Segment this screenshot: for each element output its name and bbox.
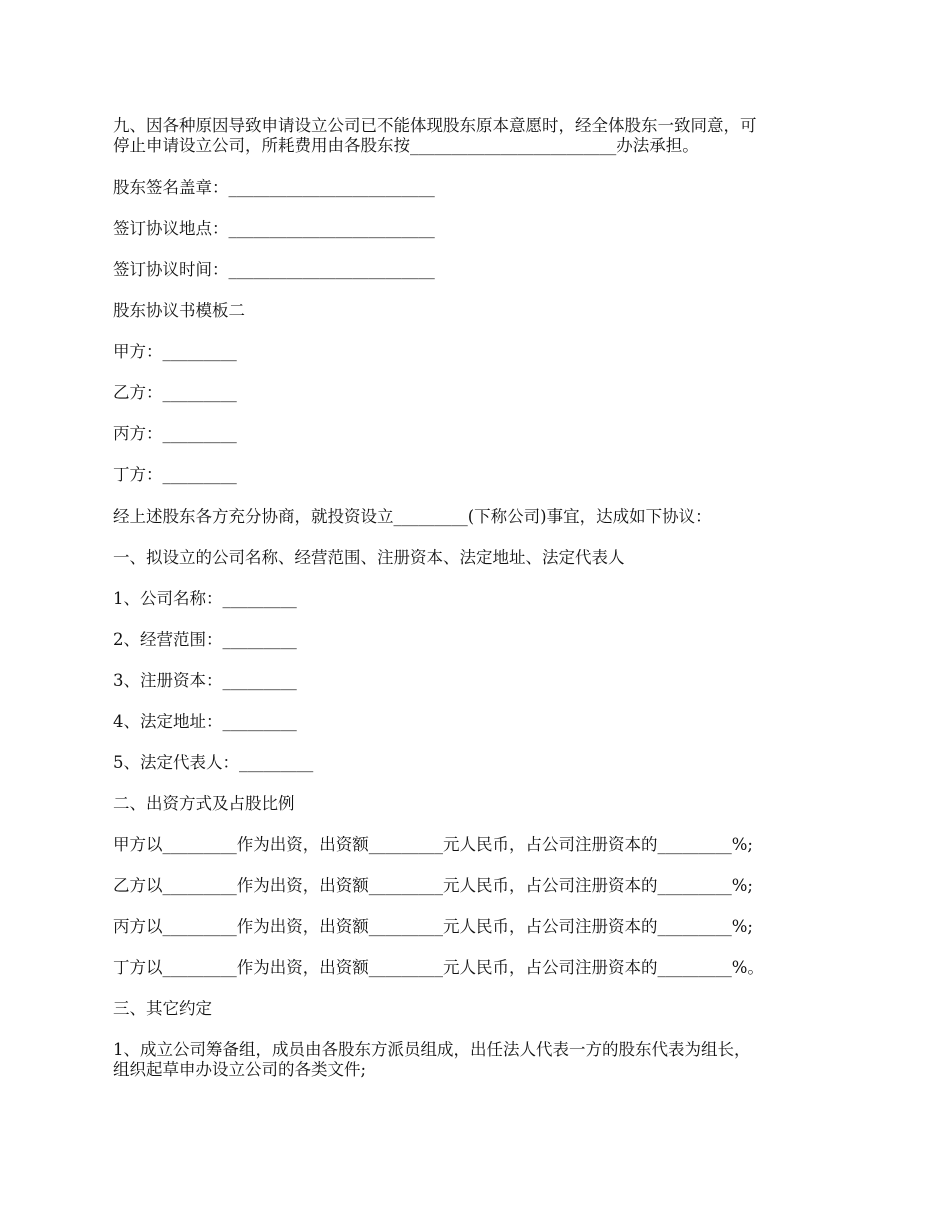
section-one-heading: 一、拟设立的公司名称、经营范围、注册资本、法定地址、法定代表人: [113, 548, 625, 567]
clause-nine-line-2: 停止申请设立公司，所耗费用由各股东按_________________________办法承担。: [113, 136, 699, 155]
clause-nine: [113, 116, 843, 156]
legal-representative-line: 5、法定代表人：_________: [113, 753, 314, 772]
section-two-heading: 二、出资方式及占股比例: [113, 794, 295, 813]
company-name-line: 1、公司名称：_________: [113, 589, 297, 608]
template-two-heading: 股东协议书模板二: [113, 301, 245, 320]
party-c-contribution-line: 丙方以_________作为出资，出资额_________元人民币，占公司注册资本的_________%;: [113, 917, 753, 936]
party-a-line: 甲方：_________: [113, 342, 237, 361]
party-d-line: 丁方：_________: [113, 465, 237, 484]
other-terms-item-one-line-2: 组织起草申办设立公司的各类文件;: [113, 1060, 367, 1079]
agreement-intro: 经上述股东各方充分协商，就投资设立_________(下称公司)事宜，达成如下协议：: [113, 507, 712, 526]
party-c-line: 丙方：_________: [113, 424, 237, 443]
party-b-line: 乙方：_________: [113, 383, 237, 402]
party-b-contribution-line: 乙方以_________作为出资，出资额_________元人民币，占公司注册资本的_________%;: [113, 876, 753, 895]
signing-time-line: 签订协议时间：_________________________: [113, 260, 435, 279]
section-three-heading: 三、其它约定: [113, 999, 212, 1018]
shareholder-signature-line: 股东签名盖章：_________________________: [113, 178, 435, 197]
party-d-contribution-line: 丁方以_________作为出资，出资额_________元人民币，占公司注册资本的_________%。: [113, 958, 764, 977]
legal-address-line: 4、法定地址：_________: [113, 712, 297, 731]
clause-nine-line-1: 九、因各种原因导致申请设立公司已不能体现股东原本意愿时，经全体股东一致同意，可: [113, 116, 757, 135]
business-scope-line: 2、经营范围：_________: [113, 630, 297, 649]
other-terms-item-one: [113, 1040, 843, 1080]
registered-capital-line: 3、注册资本：_________: [113, 671, 297, 690]
signing-location-line: 签订协议地点：_________________________: [113, 219, 435, 238]
other-terms-item-one-line-1: 1、成立公司筹备组，成员由各股东方派员组成，出任法人代表一方的股东代表为组长，: [113, 1040, 751, 1059]
party-a-contribution-line: 甲方以_________作为出资，出资额_________元人民币，占公司注册资本的_________%;: [113, 835, 753, 854]
